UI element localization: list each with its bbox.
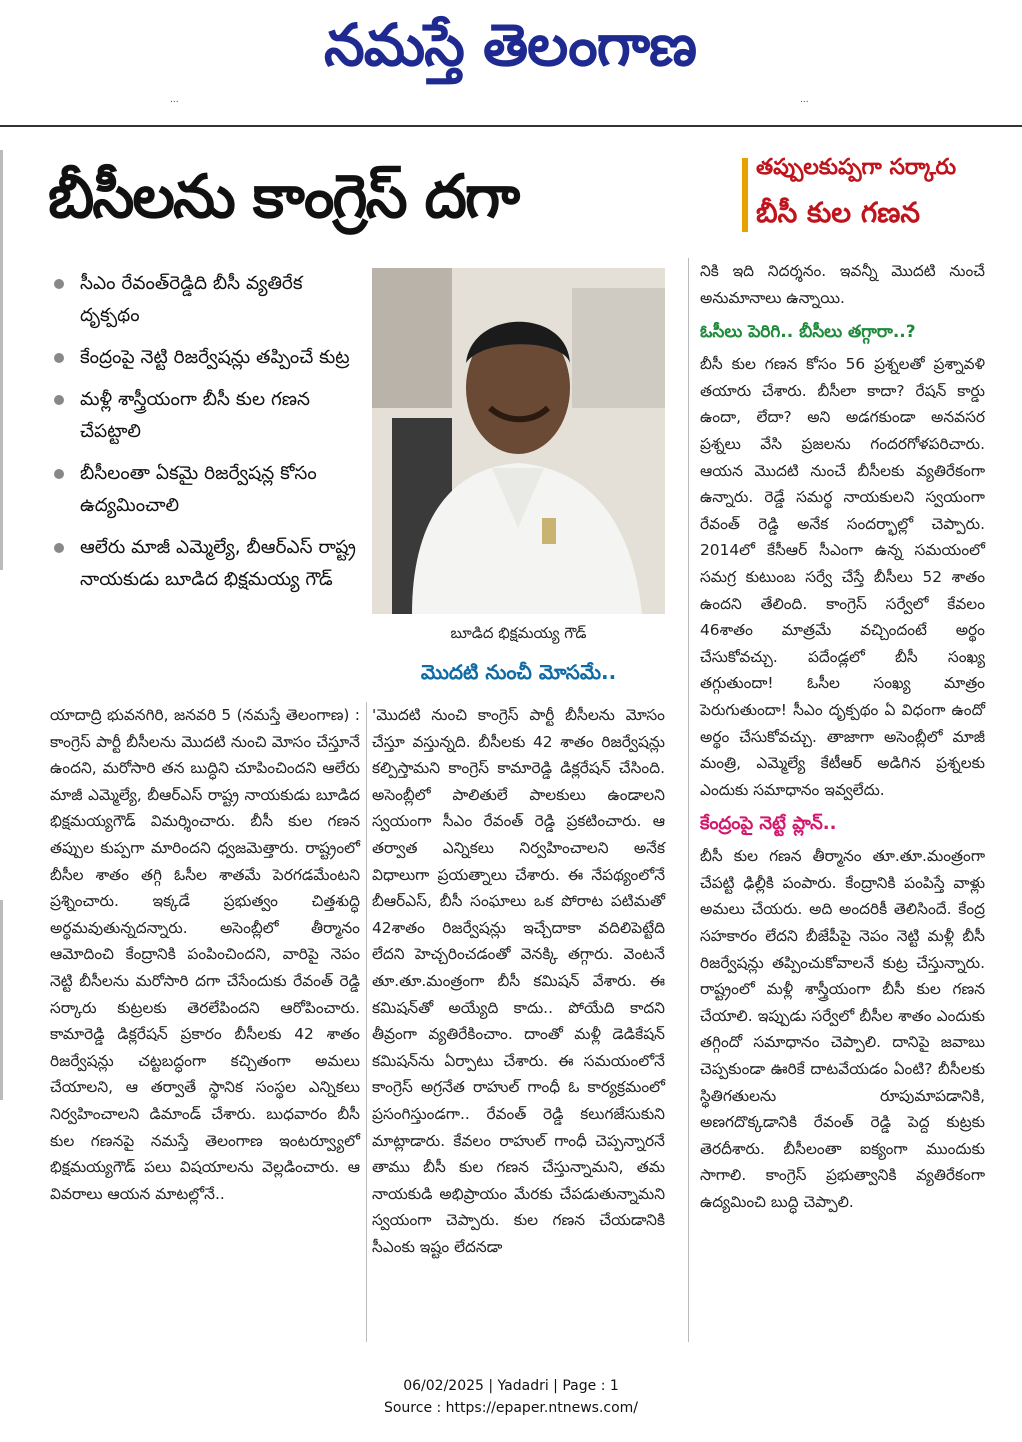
portrait-illustration — [372, 268, 665, 614]
photo-subhead: మొదటి నుంచీ మోసమే.. — [420, 660, 617, 684]
footer-source-link[interactable]: Source : https://epaper.ntnews.com/ — [383, 1400, 639, 1416]
article-column-1: యాదాద్రి భువనగిరి, జనవరి 5 (నమస్తే తెలంగాణ) : కాంగ్రెస్ పార్టీ బీసీలను మొదటి నుంచి మోసం చేస్తూనే ఉందని, మరోసారి తన బుద్ధిని చూపించిందని ఆలేరు మాజీ ఎమ్మెల్యే, బీఆర్ఎస్ రాష్ట్ర నాయకుడు బూడిద భిక్షమయ్యగౌడ్ విమర్శించారు. బీసీ కుల గణన తప్పుల కుప్పగా మారిందని ధ్వజమెత్తారు. రాష్ట్రంలో బీసీల శాతం తగ్గి ఓసీల శాతమే పెరగడమేంటని ప్రశ్నించారు. ఇక్కడే ప్రభుత్వం చిత్తశుద్ధి అర్థమవుతున్నదన్నారు. అసెంబ్లీలో తీర్మానం ఆమోదించి కేంద్రానికి పంపించిందని, వారిపై నెపం నెట్టి బీసీలను మరోసారి దగా చేసేందుకు రేవంత్ రెడ్డి సర్కారు కుట్రలకు తెరలేపిందని ఆరోపించారు. కామారెడ్డి డిక్లరేషన్ ప్రకారం బీసీలకు 42 శాతం రిజర్వేషన్లు చట్టబద్ధంగా కచ్చితంగా అమలు చేయాలని, ఆ తర్వాతే స్థానిక సంస్థల ఎన్నికలు నిర్వహించాలని డిమాండ్ చేశారు. బుధవారం బీసీ కుల గణనపై నమస్తే తెలంగాణ ఇంటర్వ్యూలో భిక్షమయ్యగౌడ్ పలు విషయాలను వెల్లడించారు. ఆ వివరాలు ఆయన మాటల్లోనే.. — [50, 706, 360, 1203]
photo-caption: బూడిద భిక్షమయ్య గౌడ్ — [450, 624, 587, 642]
kicker-line-1: తప్పులకుప్పగా సర్కారు — [756, 155, 957, 180]
main-headline: బీసీలను కాంగ్రెస్ దగా — [48, 162, 519, 232]
masthead — [0, 0, 1022, 95]
masthead-rule — [0, 125, 1022, 127]
bullet-dot-icon — [54, 353, 64, 363]
bullet-dot-icon — [54, 469, 64, 479]
highlight-item: మళ్లీ శాస్త్రీయంగా బీసీ కుల గణన చేపట్టాలి — [50, 384, 360, 448]
article-column-2: 'మొదటి నుంచి కాంగ్రెస్ పార్టీ బీసీలను మోసం చేస్తూ వస్తున్నది. బీసీలకు 42 శాతం రిజర్వేషన్లు కల్పిస్తామని కాంగ్రెస్ కామారెడ్డి డిక్లరేషన్ చేసింది. అసెంబ్లీలో పాలితులే పాలకులు ఉండాలని స్వయంగా సీఎం రేవంత్ రెడ్డి ప్రకటించారు. ఆ తర్వాత ఎన్నికలు నిర్వహించాలని అనేక విధాలుగా ప్రయత్నాలు చేశారు. ఈ నేపథ్యంలోనే బీఆర్ఎస్, బీసీ సంఘాలు ఒక పోరాట పటిమతో 42శాతం రిజర్వేషన్లు ఇచ్చేదాకా వదిలిపెట్టేది లేదని హెచ్చరించడంతో వెనక్కి తగ్గారు. వెంటనే తూ.తూ.మంత్రంగా బీసీ కమిషన్ వేశారు. ఈ కమిషన్‌తో అయ్యేది కాదు.. పోయేది కాదని తీవ్రంగా వ్యతిరేకించాం. దాంతో మళ్లీ డెడికేషన్ కమిషన్‌ను ఏర్పాటు చేశారు. ఈ సమయంలోనే కాంగ్రెస్ అగ్రనేత రాహుల్ గాంధీ ఓ కార్యక్రమంలో ప్రసంగిస్తుండగా.. రేవంత్ రెడ్డి కలుగజేసుకుని మాట్లాడారు. కేవలం రాహుల్ గాంధీ చెప్పన్నారనే తాము బీసీ కుల గణన చేస్తున్నామని, తమ నాయకుడి అభిప్రాయం మేరకు చేపడుతున్నామని స్వయంగా చెప్పారు. కుల గణన చేయడానికి సీఎంకు ఇష్టం లేదనడా — [372, 706, 665, 1256]
column-divider — [688, 258, 689, 1342]
article-column-3 — [700, 258, 985, 1216]
column-3-paragraph-2: బీసీ కుల గణన తీర్మానం తూ.తూ.మంత్రంగా చేపట్టి ఢిల్లీకి పంపారు. కేంద్రానికి పంపిస్తే వాళ్లు అమలు చేయరు. అది అందరికీ తెలిసిందే. కేంద్ర సహకారం లేదని బీజేపీపై నెపం నెట్టి మళ్లీ బీసీ రిజర్వేషన్లు తప్పించుకోవాలనే కుట్ర చేస్తున్నారు. రాష్ట్రంలో మళ్లీ శాస్త్రీయంగా బీసీ కుల గణన చేయాలి. ఇప్పుడు సర్వేలో బీసీల శాతం ఎందుకు తగ్గిందో సమాధానం చెప్పాలి. దానిపై జవాబు చెప్పకుండా ఊరికే దాటవేయడం ఏంటి? బీసీలకు స్థితిగతులను రూపుమాపడానికి, అణగదొక్కడానికి రేవంత్ రెడ్డి పెద్ద కుట్రకు తెరదీశారు. బీసీలంతా ఐక్యంగా ముందుకు సాగాలి. కాంగ్రెస్ ప్రభుత్వానికి వ్యతిరేకంగా ఉద్యమించి బుద్ధి చెప్పాలి. — [700, 847, 985, 1211]
masthead-subline-left: ... — [170, 95, 179, 105]
bullet-dot-icon — [54, 279, 64, 289]
bullet-dot-icon — [54, 395, 64, 405]
kicker-line-2: బీసీ కుల గణన — [756, 196, 921, 229]
newspaper-logo: నమస్తే తెలంగాణ — [324, 11, 696, 79]
masthead-subline-right: ... — [800, 95, 809, 105]
kicker-bar — [742, 158, 748, 232]
subhead-1: ఓసీలు పెరిగి.. బీసీలు తగ్గారా..? — [700, 322, 916, 343]
highlight-item: బీసీలంతా ఏకమై రిజర్వేషన్ల కోసం ఉద్యమించాలి — [50, 458, 360, 522]
column-3-paragraph-1: బీసీ కుల గణన కోసం 56 ప్రశ్నలతో ప్రశ్నావళి తయారు చేశారు. బీసీలా కాదా? రేషన్ కార్డు ఉందా, లేదా? అని అడగకుండా అనవసర ప్రశ్నలు వేసి ప్రజలను గందరగోళపరిచారు. ఆయన మొదటి నుంచే బీసీలకు వ్యతిరేకంగా ఉన్నారు. రెడ్డే సమర్థ నాయకులని స్వయంగా రేవంత్ రెడ్డి అనేక సందర్భాల్లో చెప్పారు. 2014లో కేసీఆర్ సీఎంగా ఉన్న సమయంలో సమగ్ర కుటుంబ సర్వే చేస్తే బీసీలు 52 శాతం ఉందని తేలింది. కాంగ్రెస్ సర్వేలో కేవలం 46శాతం మాత్రమే వచ్చిందంటే అర్థం చేసుకోవచ్చు. పదేండ్లలో బీసీ సంఖ్య తగ్గుతుందా! ఓసీల సంఖ్య మాత్రం పెరుగుతుందా! సీఎం దృక్పథం ఏ విధంగా ఉందో అర్థం చేసుకోవచ్చు. తాజాగా అసెంబ్లీలో మాజీ మంత్రి, ఎమ్మెల్యే కేటీఆర్ అడిగిన ప్రశ్నలకు ఎందుకు సమాధానం ఇవ్వలేదు. — [700, 355, 985, 799]
highlight-item: కేంద్రంపై నెట్టి రిజర్వేషన్లు తప్పించే కుట్ర — [50, 342, 360, 374]
column-divider — [366, 702, 367, 1342]
subhead-2: కేంద్రంపై నెట్టే ప్లాన్.. — [700, 813, 837, 835]
bullet-dot-icon — [54, 543, 64, 553]
margin-mark — [0, 150, 3, 570]
portrait-photo — [372, 268, 665, 614]
footer-edition-info: 06/02/2025 | Yadadri | Page : 1 — [403, 1378, 619, 1394]
highlight-item: సీఎం రేవంత్‌రెడ్డిది బీసీ వ్యతిరేక దృక్పథం — [50, 268, 360, 332]
highlights-list — [50, 268, 360, 606]
margin-mark — [0, 900, 3, 1100]
column-3-intro: నికి ఇది నిదర్శనం. ఇవన్నీ మొదటి నుంచే అనుమానాలు ఉన్నాయి. — [700, 262, 985, 307]
highlight-item: ఆలేరు మాజీ ఎమ్మెల్యే, బీఆర్ఎస్ రాష్ట్ర నాయకుడు బూడిద భిక్షమయ్య గౌడ్ — [50, 532, 360, 596]
